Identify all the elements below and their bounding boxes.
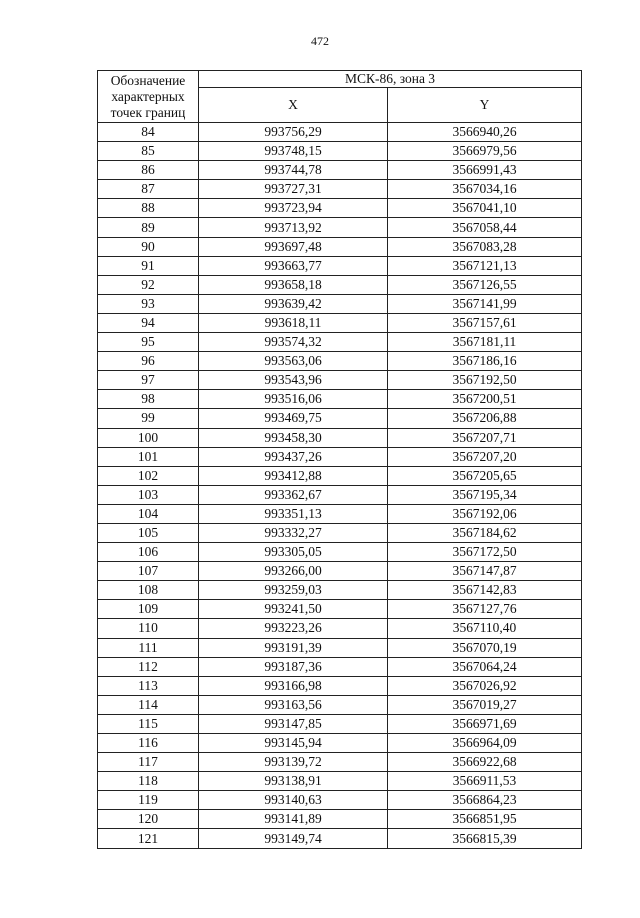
x-coordinate-cell: 993259,03 bbox=[199, 581, 388, 600]
x-coordinate-cell: 993744,78 bbox=[199, 161, 388, 180]
table-row bbox=[98, 218, 582, 237]
y-coordinate-cell: 3566940,26 bbox=[388, 123, 582, 142]
point-id-cell: 108 bbox=[98, 581, 199, 600]
y-coordinate-cell: 3567147,87 bbox=[388, 562, 582, 581]
point-id-cell: 119 bbox=[98, 791, 199, 810]
table-row bbox=[98, 523, 582, 542]
point-id-cell: 97 bbox=[98, 371, 199, 390]
y-coordinate-cell: 3567200,51 bbox=[388, 390, 582, 409]
table-row bbox=[98, 352, 582, 371]
table-row bbox=[98, 237, 582, 256]
point-id-cell: 106 bbox=[98, 543, 199, 562]
x-coordinate-cell: 993723,94 bbox=[199, 199, 388, 218]
point-id-cell: 115 bbox=[98, 714, 199, 733]
point-id-cell: 98 bbox=[98, 390, 199, 409]
point-id-cell: 112 bbox=[98, 657, 199, 676]
x-coordinate-cell: 993563,06 bbox=[199, 352, 388, 371]
table-row bbox=[98, 695, 582, 714]
x-coordinate-cell: 993574,32 bbox=[199, 333, 388, 352]
table-row bbox=[98, 294, 582, 313]
y-coordinate-cell: 3566964,09 bbox=[388, 734, 582, 753]
y-coordinate-cell: 3567172,50 bbox=[388, 543, 582, 562]
x-coordinate-cell: 993437,26 bbox=[199, 447, 388, 466]
table-row bbox=[98, 543, 582, 562]
point-id-cell: 91 bbox=[98, 256, 199, 275]
x-coordinate-cell: 993145,94 bbox=[199, 734, 388, 753]
table-body bbox=[98, 123, 582, 849]
point-id-cell: 104 bbox=[98, 504, 199, 523]
point-id-cell: 111 bbox=[98, 638, 199, 657]
x-coordinate-cell: 993639,42 bbox=[199, 294, 388, 313]
x-coordinate-cell: 993140,63 bbox=[199, 791, 388, 810]
table-row bbox=[98, 657, 582, 676]
table-row bbox=[98, 600, 582, 619]
x-coordinate-cell: 993166,98 bbox=[199, 676, 388, 695]
table-row bbox=[98, 734, 582, 753]
y-coordinate-cell: 3567126,55 bbox=[388, 275, 582, 294]
point-id-cell: 92 bbox=[98, 275, 199, 294]
y-coordinate-cell: 3567207,20 bbox=[388, 447, 582, 466]
y-coordinate-cell: 3567034,16 bbox=[388, 180, 582, 199]
x-coordinate-cell: 993663,77 bbox=[199, 256, 388, 275]
point-id-cell: 94 bbox=[98, 313, 199, 332]
table-row bbox=[98, 810, 582, 829]
table-row bbox=[98, 313, 582, 332]
point-id-cell: 86 bbox=[98, 161, 199, 180]
point-id-cell: 84 bbox=[98, 123, 199, 142]
x-coordinate-cell: 993658,18 bbox=[199, 275, 388, 294]
x-coordinate-cell: 993697,48 bbox=[199, 237, 388, 256]
point-id-cell: 120 bbox=[98, 810, 199, 829]
x-coordinate-cell: 993138,91 bbox=[199, 772, 388, 791]
point-id-cell: 103 bbox=[98, 485, 199, 504]
table-row bbox=[98, 333, 582, 352]
x-coordinate-cell: 993149,74 bbox=[199, 829, 388, 848]
y-coordinate-cell: 3567195,34 bbox=[388, 485, 582, 504]
point-id-cell: 117 bbox=[98, 753, 199, 772]
point-id-cell: 99 bbox=[98, 409, 199, 428]
table-row bbox=[98, 619, 582, 638]
table-row bbox=[98, 409, 582, 428]
point-id-cell: 105 bbox=[98, 523, 199, 542]
x-coordinate-cell: 993241,50 bbox=[199, 600, 388, 619]
point-id-cell: 113 bbox=[98, 676, 199, 695]
x-coordinate-cell: 993458,30 bbox=[199, 428, 388, 447]
y-coordinate-cell: 3567127,76 bbox=[388, 600, 582, 619]
table-row bbox=[98, 562, 582, 581]
y-coordinate-cell: 3567207,71 bbox=[388, 428, 582, 447]
y-coordinate-cell: 3567070,19 bbox=[388, 638, 582, 657]
y-coordinate-cell: 3566971,69 bbox=[388, 714, 582, 733]
y-coordinate-cell: 3567141,99 bbox=[388, 294, 582, 313]
page-number: 472 bbox=[311, 34, 329, 48]
point-id-cell: 116 bbox=[98, 734, 199, 753]
table-row bbox=[98, 161, 582, 180]
table-row bbox=[98, 791, 582, 810]
y-coordinate-cell: 3567019,27 bbox=[388, 695, 582, 714]
x-coordinate-cell: 993305,05 bbox=[199, 543, 388, 562]
point-id-cell: 109 bbox=[98, 600, 199, 619]
y-coordinate-cell: 3567205,65 bbox=[388, 466, 582, 485]
point-id-cell: 90 bbox=[98, 237, 199, 256]
table-row bbox=[98, 772, 582, 791]
x-coordinate-cell: 993469,75 bbox=[199, 409, 388, 428]
y-coordinate-cell: 3567142,83 bbox=[388, 581, 582, 600]
y-coordinate-cell: 3567184,62 bbox=[388, 523, 582, 542]
x-coordinate-cell: 993713,92 bbox=[199, 218, 388, 237]
point-id-cell: 107 bbox=[98, 562, 199, 581]
table-row bbox=[98, 199, 582, 218]
y-coordinate-cell: 3566991,43 bbox=[388, 161, 582, 180]
table-row bbox=[98, 714, 582, 733]
x-coordinate-cell: 993412,88 bbox=[199, 466, 388, 485]
x-coordinate-cell: 993618,11 bbox=[199, 313, 388, 332]
x-coordinate-cell: 993543,96 bbox=[199, 371, 388, 390]
point-id-cell: 87 bbox=[98, 180, 199, 199]
y-coordinate-cell: 3567181,11 bbox=[388, 333, 582, 352]
y-coordinate-cell: 3567083,28 bbox=[388, 237, 582, 256]
point-id-cell: 102 bbox=[98, 466, 199, 485]
boundary-points-table bbox=[97, 70, 582, 849]
y-coordinate-cell: 3566864,23 bbox=[388, 791, 582, 810]
table-row bbox=[98, 676, 582, 695]
table-row bbox=[98, 428, 582, 447]
y-coordinate-cell: 3567186,16 bbox=[388, 352, 582, 371]
table-row bbox=[98, 142, 582, 161]
point-id-cell: 85 bbox=[98, 142, 199, 161]
x-coordinate-cell: 993516,06 bbox=[199, 390, 388, 409]
table-row bbox=[98, 466, 582, 485]
y-coordinate-cell: 3566911,53 bbox=[388, 772, 582, 791]
y-coordinate-cell: 3567041,10 bbox=[388, 199, 582, 218]
y-coordinate-cell: 3566815,39 bbox=[388, 829, 582, 848]
table-row bbox=[98, 256, 582, 275]
y-column-header: Y bbox=[388, 88, 582, 123]
table-row bbox=[98, 753, 582, 772]
y-coordinate-cell: 3566851,95 bbox=[388, 810, 582, 829]
table-row bbox=[98, 581, 582, 600]
point-id-cell: 96 bbox=[98, 352, 199, 371]
table-row bbox=[98, 123, 582, 142]
table-row bbox=[98, 390, 582, 409]
point-designation-header: Обозначение характерных точек границ bbox=[98, 71, 199, 123]
table-row bbox=[98, 829, 582, 848]
x-column-header: X bbox=[199, 88, 388, 123]
y-coordinate-cell: 3566979,56 bbox=[388, 142, 582, 161]
x-coordinate-cell: 993147,85 bbox=[199, 714, 388, 733]
x-coordinate-cell: 993163,56 bbox=[199, 695, 388, 714]
table-header bbox=[98, 71, 582, 123]
table-row bbox=[98, 504, 582, 523]
y-coordinate-cell: 3567110,40 bbox=[388, 619, 582, 638]
y-coordinate-cell: 3567206,88 bbox=[388, 409, 582, 428]
x-coordinate-cell: 993362,67 bbox=[199, 485, 388, 504]
point-id-cell: 121 bbox=[98, 829, 199, 848]
table-row bbox=[98, 485, 582, 504]
point-id-cell: 95 bbox=[98, 333, 199, 352]
table-row bbox=[98, 275, 582, 294]
point-id-cell: 89 bbox=[98, 218, 199, 237]
y-coordinate-cell: 3567192,06 bbox=[388, 504, 582, 523]
x-coordinate-cell: 993756,29 bbox=[199, 123, 388, 142]
point-id-cell: 114 bbox=[98, 695, 199, 714]
point-id-cell: 118 bbox=[98, 772, 199, 791]
point-id-cell: 101 bbox=[98, 447, 199, 466]
x-coordinate-cell: 993727,31 bbox=[199, 180, 388, 199]
x-coordinate-cell: 993191,39 bbox=[199, 638, 388, 657]
point-id-cell: 100 bbox=[98, 428, 199, 447]
table-row bbox=[98, 180, 582, 199]
coordinate-system-header: МСК-86, зона 3 bbox=[199, 71, 582, 88]
y-coordinate-cell: 3567058,44 bbox=[388, 218, 582, 237]
x-coordinate-cell: 993141,89 bbox=[199, 810, 388, 829]
x-coordinate-cell: 993332,27 bbox=[199, 523, 388, 542]
table-row bbox=[98, 371, 582, 390]
y-coordinate-cell: 3567157,61 bbox=[388, 313, 582, 332]
table-row bbox=[98, 638, 582, 657]
y-coordinate-cell: 3567064,24 bbox=[388, 657, 582, 676]
x-coordinate-cell: 993187,36 bbox=[199, 657, 388, 676]
y-coordinate-cell: 3567192,50 bbox=[388, 371, 582, 390]
y-coordinate-cell: 3567121,13 bbox=[388, 256, 582, 275]
x-coordinate-cell: 993223,26 bbox=[199, 619, 388, 638]
point-id-cell: 88 bbox=[98, 199, 199, 218]
x-coordinate-cell: 993266,00 bbox=[199, 562, 388, 581]
x-coordinate-cell: 993351,13 bbox=[199, 504, 388, 523]
y-coordinate-cell: 3566922,68 bbox=[388, 753, 582, 772]
point-id-cell: 93 bbox=[98, 294, 199, 313]
y-coordinate-cell: 3567026,92 bbox=[388, 676, 582, 695]
x-coordinate-cell: 993139,72 bbox=[199, 753, 388, 772]
point-id-cell: 110 bbox=[98, 619, 199, 638]
x-coordinate-cell: 993748,15 bbox=[199, 142, 388, 161]
table-row bbox=[98, 447, 582, 466]
